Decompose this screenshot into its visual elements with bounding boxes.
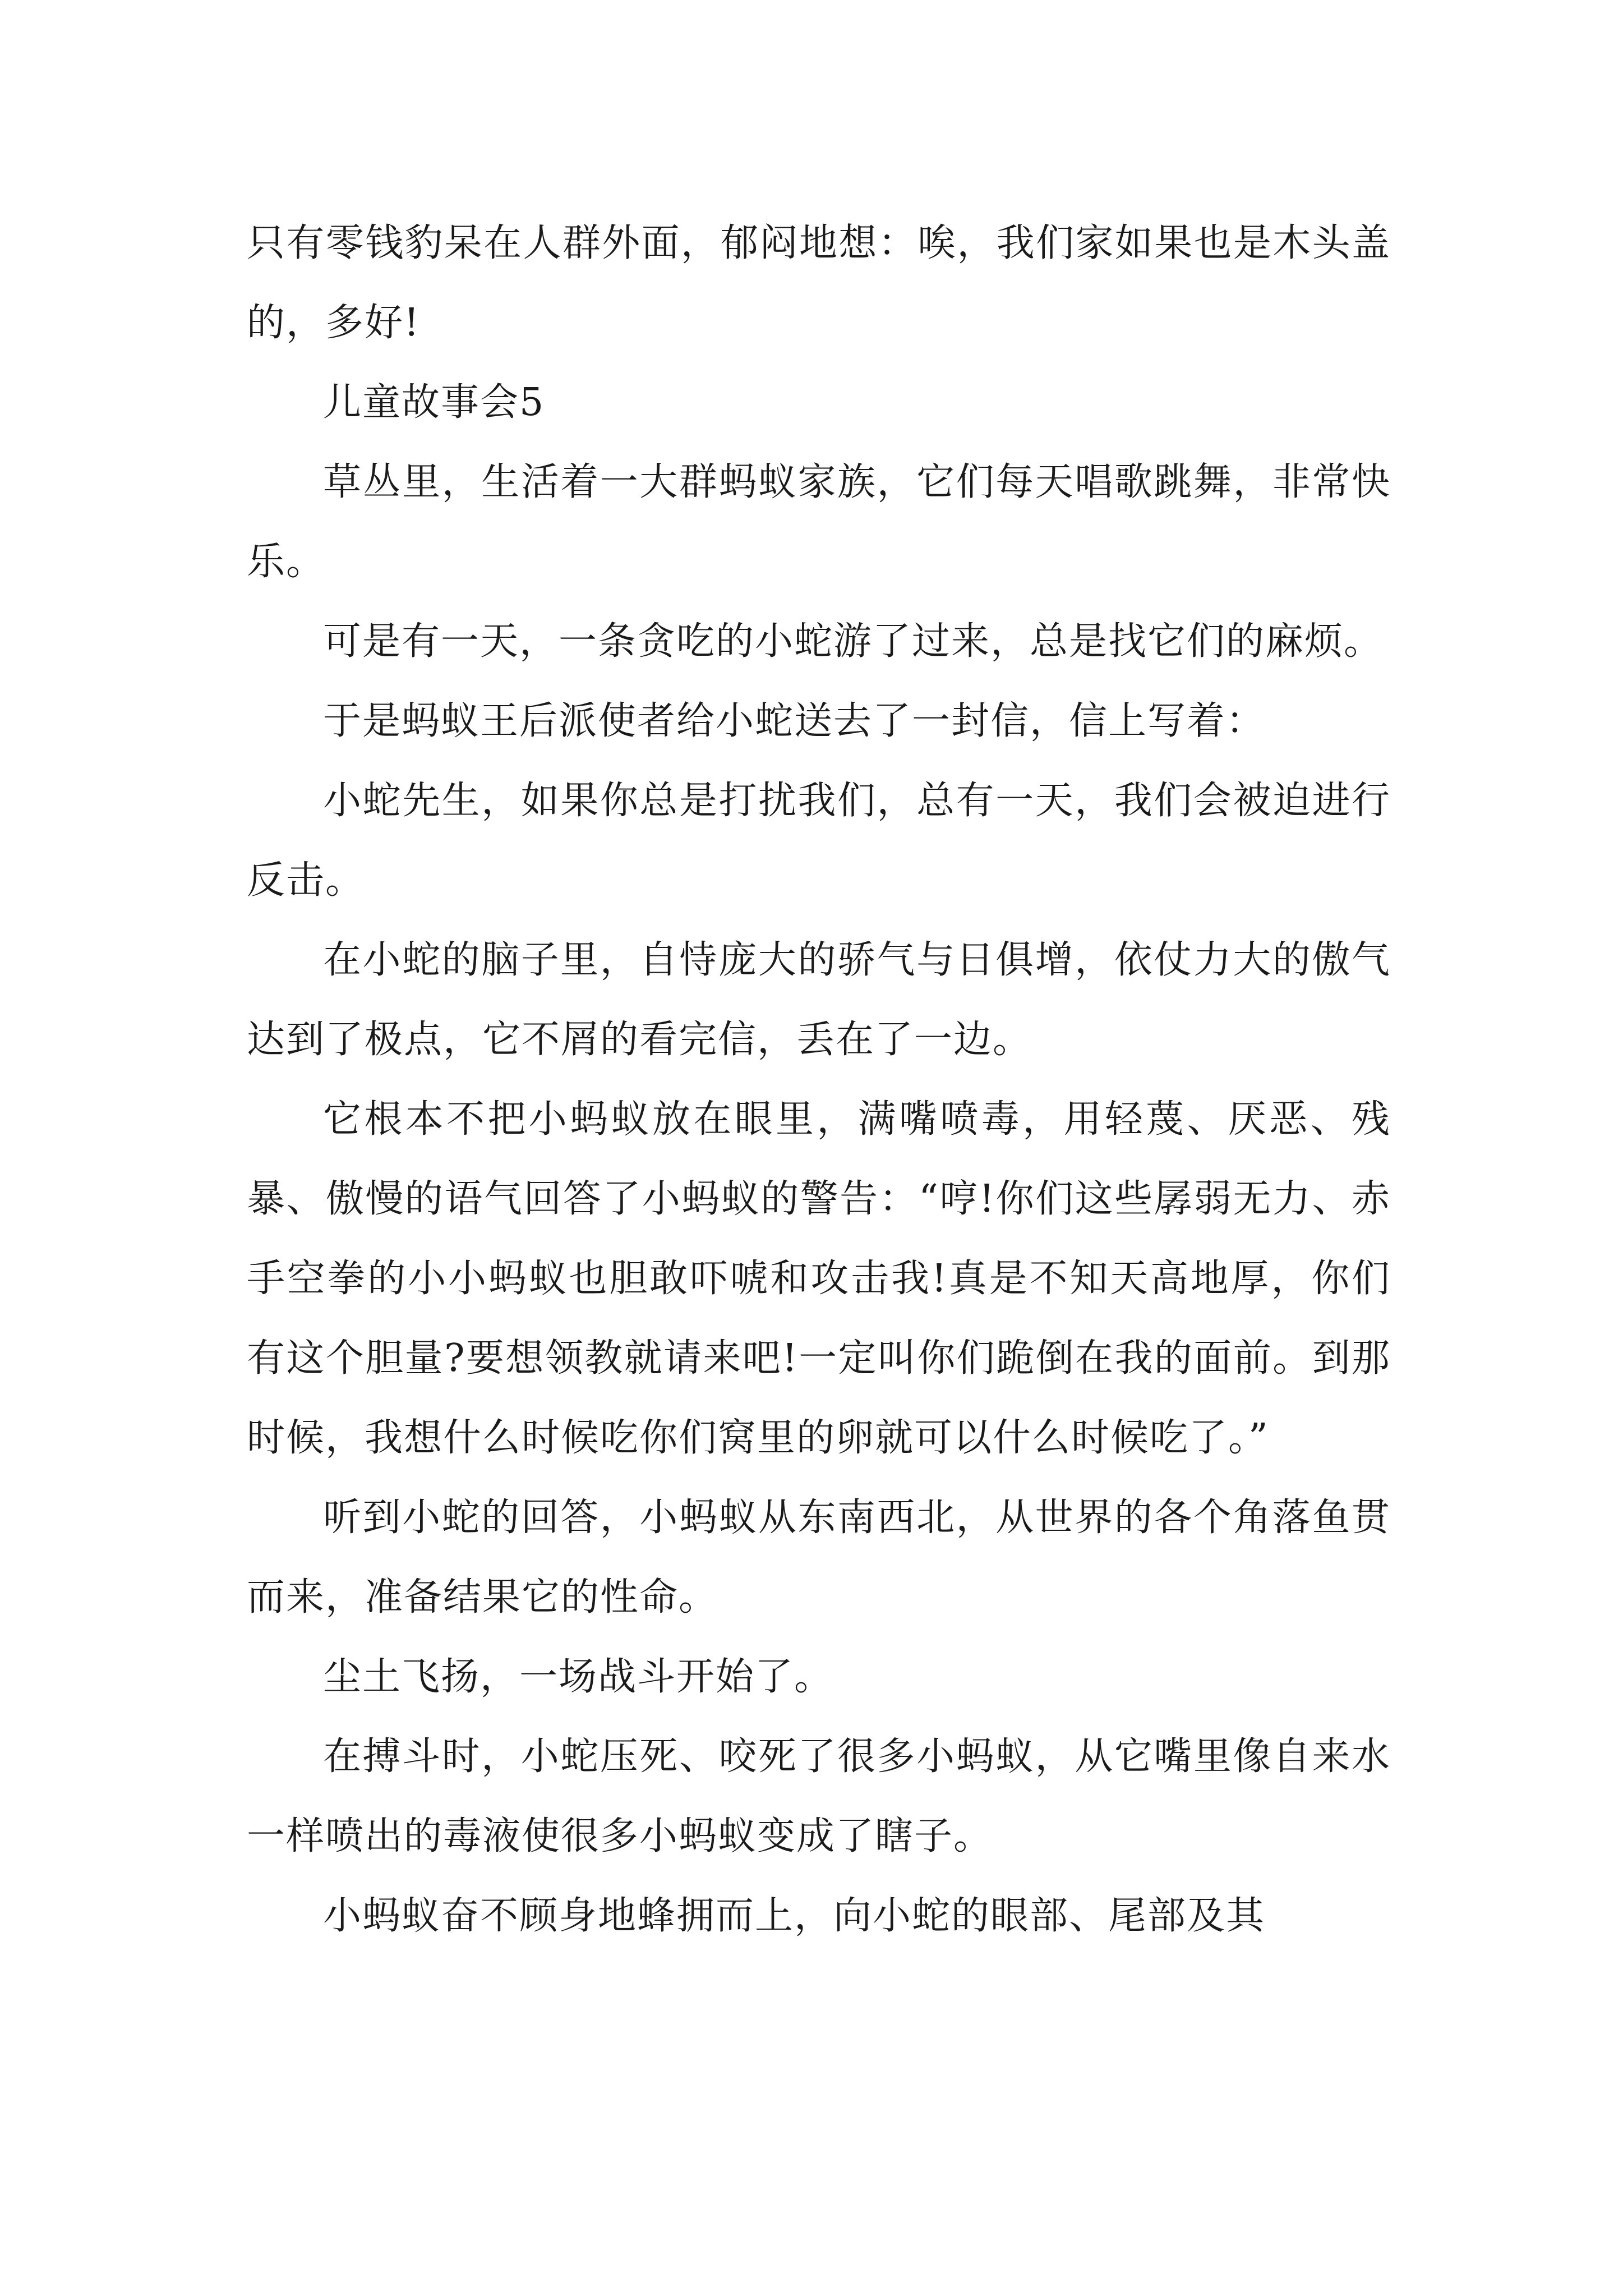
paragraph-12: 小蚂蚁奋不顾身地蜂拥而上，向小蛇的眼部、尾部及其 [323, 1894, 1266, 1938]
paragraph-1: 只有零钱豹呆在人群外面，郁闷地想：唉，我们家如果也是木头盖的，多好! [247, 221, 1391, 345]
paragraph-5: 于是蚂蚁王后派使者给小蛇送去了一封信，信上写着： [323, 699, 1266, 743]
paragraph-10: 尘土飞扬，一场战斗开始了。 [323, 1655, 834, 1699]
paragraph-9: 听到小蛇的回答，小蚂蚁从东南西北，从世界的各个角落鱼贯而来，准备结果它的性命。 [247, 1496, 1391, 1619]
letter-paragraph: 小蛇先生，如果你总是打扰我们，总有一天，我们会被迫进行反击。 [247, 779, 1391, 903]
story-heading: 儿童故事会5 [323, 380, 545, 425]
paragraph-8: 它根本不把小蚂蚁放在眼里，满嘴喷毒，用轻蔑、厌恶、残暴、傲慢的语气回答了小蚂蚁的警告：“哼!你们这些孱弱无力、赤手空拳的小小蚂蚁也胆敢吓唬和攻击我!真是不知天高地厚，你们有这个胆量?要想领教就请来吧!一定叫你们跪倒在我的面前。到那时候，我想什么时候吃你们窝里的卵就可以什么时候吃了。” [247, 1097, 1391, 1460]
paragraph-4: 可是有一天，一条贪吃的小蛇游了过来，总是找它们的麻烦。 [323, 619, 1384, 664]
paragraph-11: 在搏斗时，小蛇压死、咬死了很多小蚂蚁，从它嘴里像自来水一样喷出的毒液使很多小蚂蚁变成了瞎子。 [247, 1734, 1391, 1858]
paragraph-3: 草丛里，生活着一大群蚂蚁家族，它们每天唱歌跳舞，非常快乐。 [247, 460, 1391, 584]
paragraph-7: 在小蛇的脑子里，自恃庞大的骄气与日俱增，依仗力大的傲气达到了极点，它不屑的看完信，丢在了一边。 [247, 938, 1391, 1062]
document-body [247, 204, 1391, 1956]
